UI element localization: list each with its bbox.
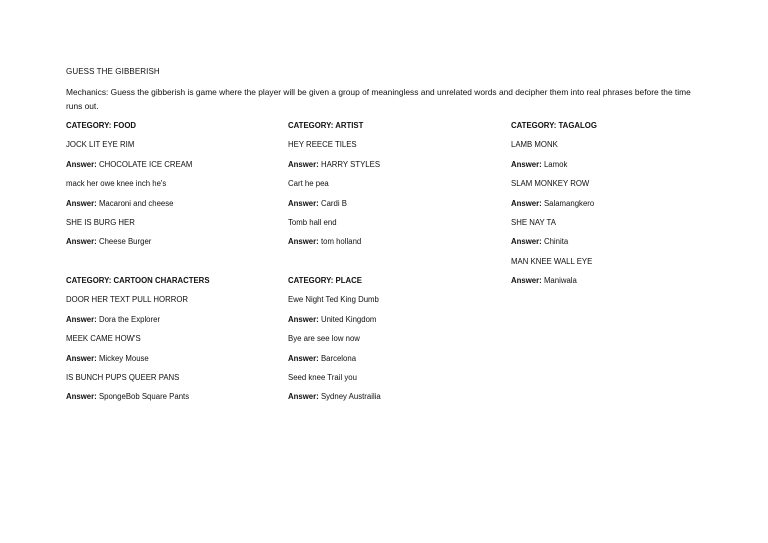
mechanics-paragraph: Mechanics: Guess the gibberish is game where the player will be given a group of meaningless and unrelated words and decipher them into real phrases before the time runs out.: [66, 87, 691, 111]
category-artist: [288, 120, 508, 256]
category-place: [288, 275, 508, 411]
answer-value: SpongeBob Square Pants: [98, 392, 190, 402]
answer-label: Answer:: [288, 353, 319, 363]
answer-line: [288, 353, 508, 372]
category-heading: CATEGORY: FOOD: [66, 121, 137, 130]
gibberish-clue: SLAM MONKEY ROW: [511, 179, 590, 189]
answer-value: Mickey Mouse: [98, 353, 149, 363]
answer-label: Answer:: [511, 237, 542, 247]
answer-line: [66, 198, 286, 217]
gibberish-clue: Tomb hall end: [288, 217, 337, 227]
gibberish-clue: LAMB MONK: [511, 140, 558, 150]
answer-line: [511, 275, 731, 294]
category-heading: CATEGORY: PLACE: [288, 276, 362, 285]
gibberish-clue: HEY REECE TILES: [288, 140, 357, 150]
category-tagalog: [511, 120, 731, 295]
document-title: GUESS THE GIBBERISH: [66, 67, 160, 76]
answer-line: [66, 159, 286, 178]
gibberish-clue: SHE NAY TA: [511, 217, 556, 227]
answer-line: [66, 236, 286, 255]
answer-value: Chinita: [543, 237, 569, 247]
answer-value: Lamok: [543, 159, 568, 169]
gibberish-clue: MAN KNEE WALL EYE: [511, 256, 593, 266]
answer-value: Barcelona: [320, 353, 357, 363]
gibberish-clue: Cart he pea: [288, 179, 329, 189]
answer-label: Answer:: [288, 159, 319, 169]
category-heading: CATEGORY: CARTOON CHARACTERS: [66, 276, 210, 285]
category-cartoon-characters: [66, 275, 286, 411]
answer-line: [66, 391, 286, 410]
gibberish-clue: MEEK CAME HOW'S: [66, 334, 141, 344]
answer-line: [66, 314, 286, 333]
answer-label: Answer:: [288, 314, 319, 324]
gibberish-clue: DOOR HER TEXT PULL HORROR: [66, 295, 189, 305]
answer-label: Answer:: [66, 314, 97, 324]
category-food: [66, 120, 286, 256]
answer-value: tom holland: [320, 237, 362, 247]
category-heading: CATEGORY: TAGALOG: [511, 121, 597, 130]
answer-value: Salamangkero: [543, 198, 595, 208]
answer-label: Answer:: [66, 392, 97, 402]
answer-line: [288, 198, 508, 217]
gibberish-clue: mack her owe knee inch he's: [66, 179, 167, 189]
answer-value: Maniwala: [543, 276, 577, 286]
answer-value: Dora the Explorer: [98, 314, 161, 324]
gibberish-clue: JOCK LIT EYE RIM: [66, 140, 135, 150]
answer-value: CHOCOLATE ICE CREAM: [98, 159, 193, 169]
answer-label: Answer:: [511, 198, 542, 208]
gibberish-clue: Ewe Night Ted King Dumb: [288, 295, 379, 305]
gibberish-clue: SHE IS BURG HER: [66, 217, 135, 227]
answer-label: Answer:: [66, 159, 97, 169]
answer-label: Answer:: [288, 237, 319, 247]
answer-line: [288, 391, 508, 410]
answer-label: Answer:: [288, 198, 319, 208]
answer-label: Answer:: [511, 159, 542, 169]
answer-value: Macaroni and cheese: [98, 198, 174, 208]
answer-line: [511, 198, 731, 217]
answer-line: [511, 236, 731, 255]
answer-label: Answer:: [511, 276, 542, 286]
answer-line: [288, 159, 508, 178]
answer-line: [288, 314, 508, 333]
answer-label: Answer:: [66, 198, 97, 208]
answer-value: Cardi B: [320, 198, 347, 208]
answer-value: HARRY STYLES: [320, 159, 381, 169]
answer-value: United Kingdom: [320, 314, 377, 324]
answer-label: Answer:: [66, 353, 97, 363]
category-heading: CATEGORY: ARTIST: [288, 121, 364, 130]
answer-line: [511, 159, 731, 178]
answer-line: [66, 353, 286, 372]
answer-label: Answer:: [66, 237, 97, 247]
answer-value: Cheese Burger: [98, 237, 152, 247]
gibberish-clue: Seed knee Trail you: [288, 372, 357, 382]
gibberish-clue: IS BUNCH PUPS QUEER PANS: [66, 372, 180, 382]
answer-value: Sydney Austrailia: [320, 392, 381, 402]
answer-line: [288, 236, 508, 255]
answer-label: Answer:: [288, 392, 319, 402]
gibberish-clue: Bye are see low now: [288, 334, 360, 344]
